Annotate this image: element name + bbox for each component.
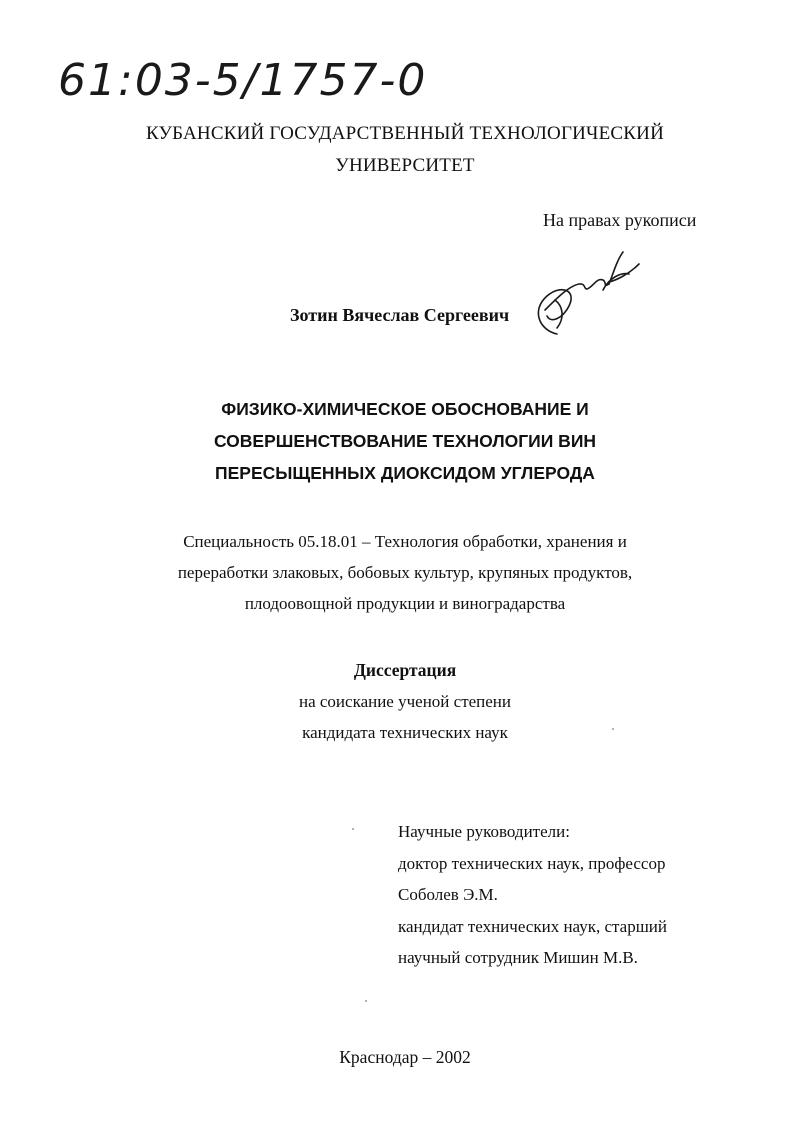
archive-number: 61:03-5/1757-0 — [58, 55, 428, 106]
manuscript-note: На правах рукописи — [543, 210, 697, 230]
scan-speck — [365, 1000, 367, 1002]
degree-info — [200, 686, 610, 748]
title-line-2: СОВЕРШЕНСТВОВАНИЕ ТЕХНОЛОГИИ ВИН — [213, 431, 597, 451]
city-year: Краснодар – 2002 — [339, 1047, 471, 1067]
university-line-2: УНИВЕРСИТЕТ — [335, 155, 475, 176]
university-line-1: КУБАНСКИЙ ГОСУДАРСТВЕННЫЙ ТЕХНОЛОГИЧЕСКИЙ — [145, 123, 664, 144]
signature-image — [517, 238, 647, 338]
title-line-3: ПЕРЕСЫЩЕННЫХ ДИОКСИДОМ УГЛЕРОДА — [215, 463, 595, 483]
supervisors — [398, 816, 667, 974]
dissertation-title — [150, 393, 660, 489]
supervisor-1-title: доктор технических наук, профессор — [398, 853, 666, 873]
university-name — [100, 118, 710, 182]
scan-speck — [612, 728, 614, 730]
specialty-line-3: плодоовощной продукции и виноградарства — [244, 594, 566, 613]
dissertation-type: Диссертация — [353, 660, 457, 680]
specialty — [120, 526, 690, 619]
specialty-line-1: Специальность 05.18.01 – Технология обработки, хранения и — [183, 532, 627, 551]
degree-line-1: на соискание ученой степени — [298, 692, 512, 711]
supervisor-1-name: Соболев Э.М. — [398, 885, 498, 904]
supervisor-2-name: научный сотрудник Мишин М.В. — [398, 948, 638, 967]
author-name: Зотин Вячеслав Сергеевич — [290, 305, 510, 325]
supervisor-2-title: кандидат технических наук, старший — [398, 916, 667, 936]
scan-speck — [352, 828, 354, 830]
specialty-line-2: переработки злаковых, бобовых культур, крупяных продуктов, — [177, 563, 633, 582]
degree-line-2: кандидата технических наук — [302, 723, 508, 742]
title-line-1: ФИЗИКО-ХИМИЧЕСКОЕ ОБОСНОВАНИЕ И — [221, 399, 589, 419]
supervisors-heading: Научные руководители: — [398, 822, 570, 841]
